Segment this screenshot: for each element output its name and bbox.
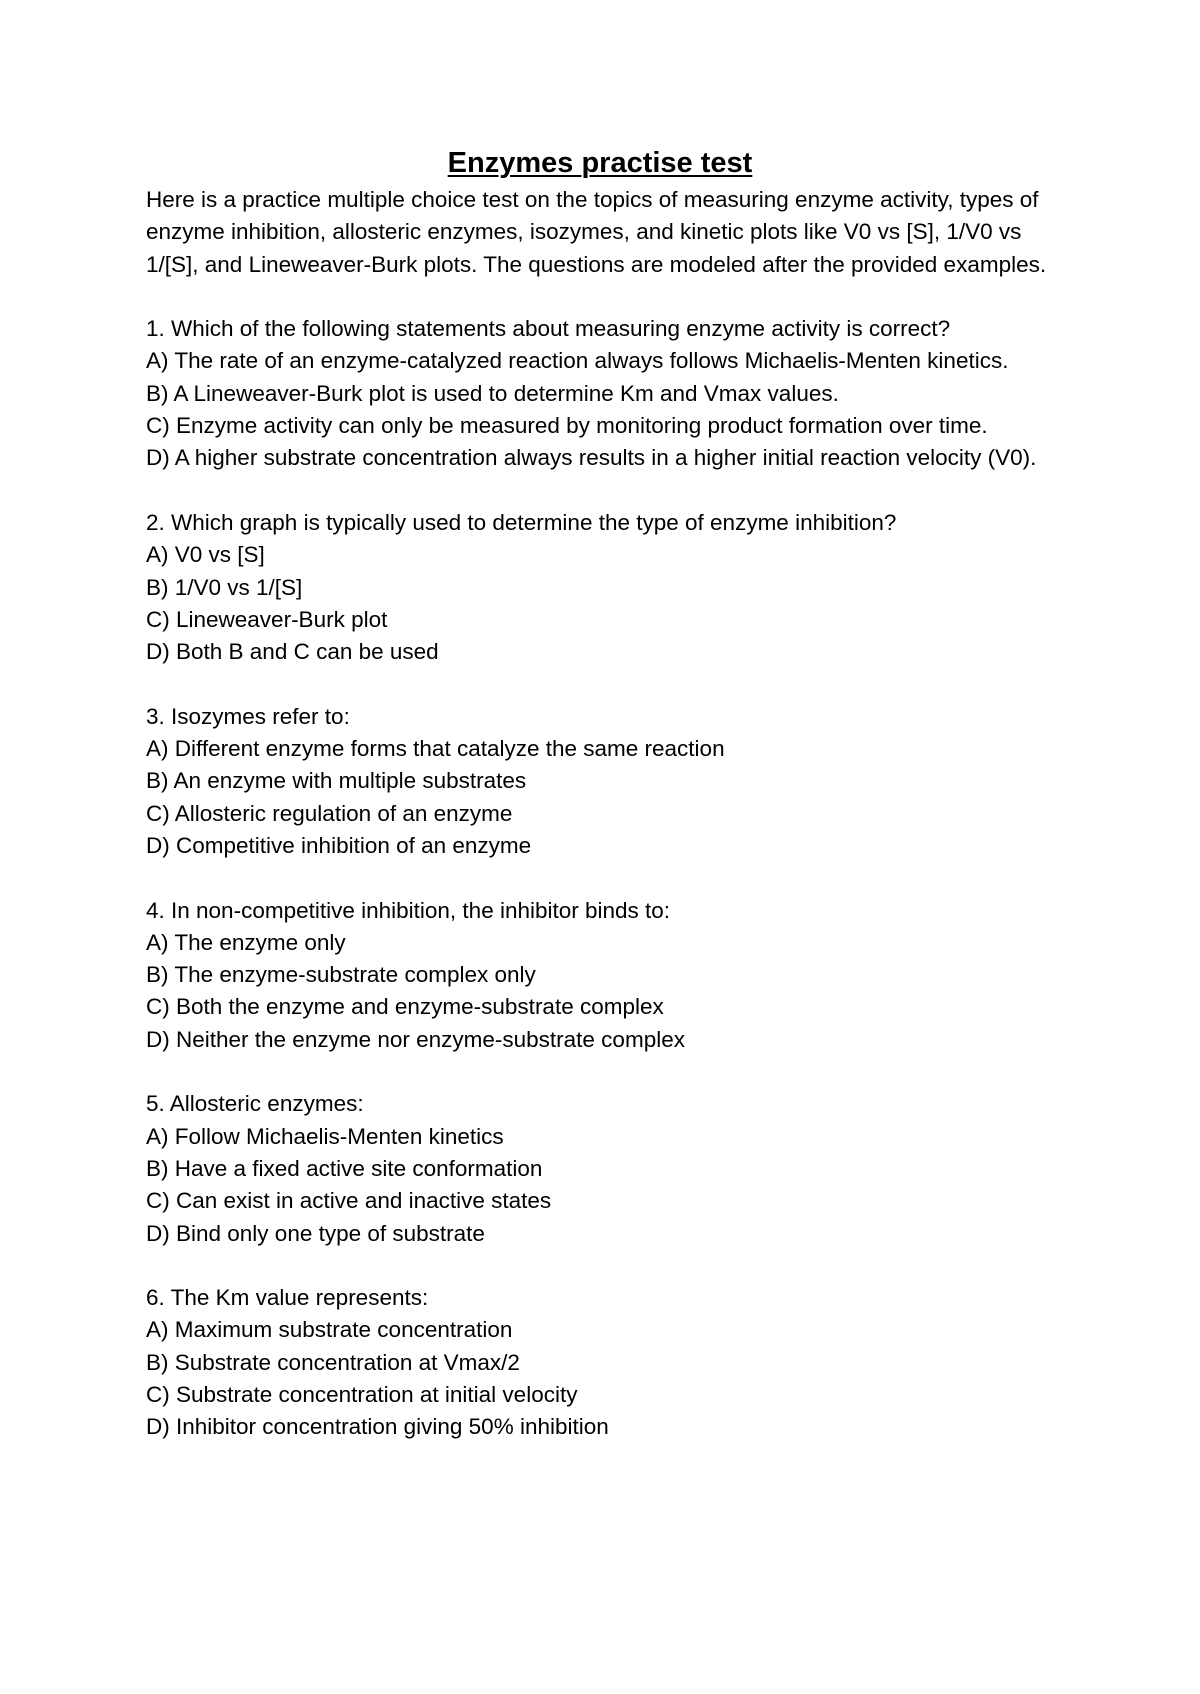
answer-option-a: A) The enzyme only <box>146 929 346 955</box>
answer-option-d: D) Both B and C can be used <box>146 639 439 665</box>
answer-option-a: A) The rate of an enzyme-catalyzed reaction always follows Michaelis-Menten kinetics. <box>146 348 1009 374</box>
answer-option-d: D) A higher substrate concentration always results in a higher initial reaction velocity (V0). <box>146 445 1037 471</box>
answer-option-c: C) Substrate concentration at initial velocity <box>146 1381 578 1407</box>
question-prompt: 2. Which graph is typically used to determine the type of enzyme inhibition? <box>146 509 897 535</box>
answer-option-a: A) Different enzyme forms that catalyze the same reaction <box>146 736 725 762</box>
answer-option-d: D) Competitive inhibition of an enzyme <box>146 832 532 858</box>
answer-option-a: A) Follow Michaelis-Menten kinetics <box>146 1123 504 1149</box>
question-prompt: 4. In non-competitive inhibition, the inhibitor binds to: <box>146 897 671 923</box>
answer-option-c: C) Allosteric regulation of an enzyme <box>146 800 513 826</box>
question-prompt: 3. Isozymes refer to: <box>146 703 350 729</box>
question-prompt: 6. The Km value represents: <box>146 1285 429 1311</box>
answer-option-a: A) V0 vs [S] <box>146 542 265 568</box>
answer-option-c: C) Lineweaver-Burk plot <box>146 606 388 632</box>
question-1 <box>146 313 1076 474</box>
answer-option-b: B) Have a fixed active site conformation <box>146 1155 543 1181</box>
answer-option-b: B) An enzyme with multiple substrates <box>146 768 527 794</box>
answer-option-c: C) Enzyme activity can only be measured by monitoring product formation over time. <box>146 413 988 439</box>
answer-option-d: D) Neither the enzyme nor enzyme-substrate complex <box>146 1026 685 1052</box>
question-3 <box>146 701 1076 862</box>
question-2 <box>146 507 1076 668</box>
question-prompt: 1. Which of the following statements about measuring enzyme activity is correct? <box>146 316 951 342</box>
answer-option-b: B) The enzyme-substrate complex only <box>146 962 536 988</box>
question-6 <box>146 1282 1076 1443</box>
answer-option-d: D) Inhibitor concentration giving 50% inhibition <box>146 1414 609 1440</box>
answer-option-b: B) Substrate concentration at Vmax/2 <box>146 1349 520 1375</box>
question-4 <box>146 895 1076 1056</box>
document-body <box>146 184 1076 1444</box>
answer-option-a: A) Maximum substrate concentration <box>146 1317 513 1343</box>
answer-option-b: B) A Lineweaver-Burk plot is used to determine Km and Vmax values. <box>146 380 839 406</box>
document-title: Enzymes practise test <box>447 147 753 179</box>
intro-paragraph: Here is a practice multiple choice test on the topics of measuring enzyme activity, types of enzyme inhibition, allosteric enzymes, isozymes, and kinetic plots like V0 vs [S], 1/V0 vs 1/[S], and Lineweaver-Burk plots. The questions are modeled after the provided examples. <box>146 187 1047 277</box>
answer-option-c: C) Both the enzyme and enzyme-substrate complex <box>146 994 664 1020</box>
answer-option-d: D) Bind only one type of substrate <box>146 1220 485 1246</box>
question-5 <box>146 1088 1076 1249</box>
answer-option-b: B) 1/V0 vs 1/[S] <box>146 574 303 600</box>
question-prompt: 5. Allosteric enzymes: <box>146 1091 364 1117</box>
answer-option-c: C) Can exist in active and inactive states <box>146 1188 552 1214</box>
